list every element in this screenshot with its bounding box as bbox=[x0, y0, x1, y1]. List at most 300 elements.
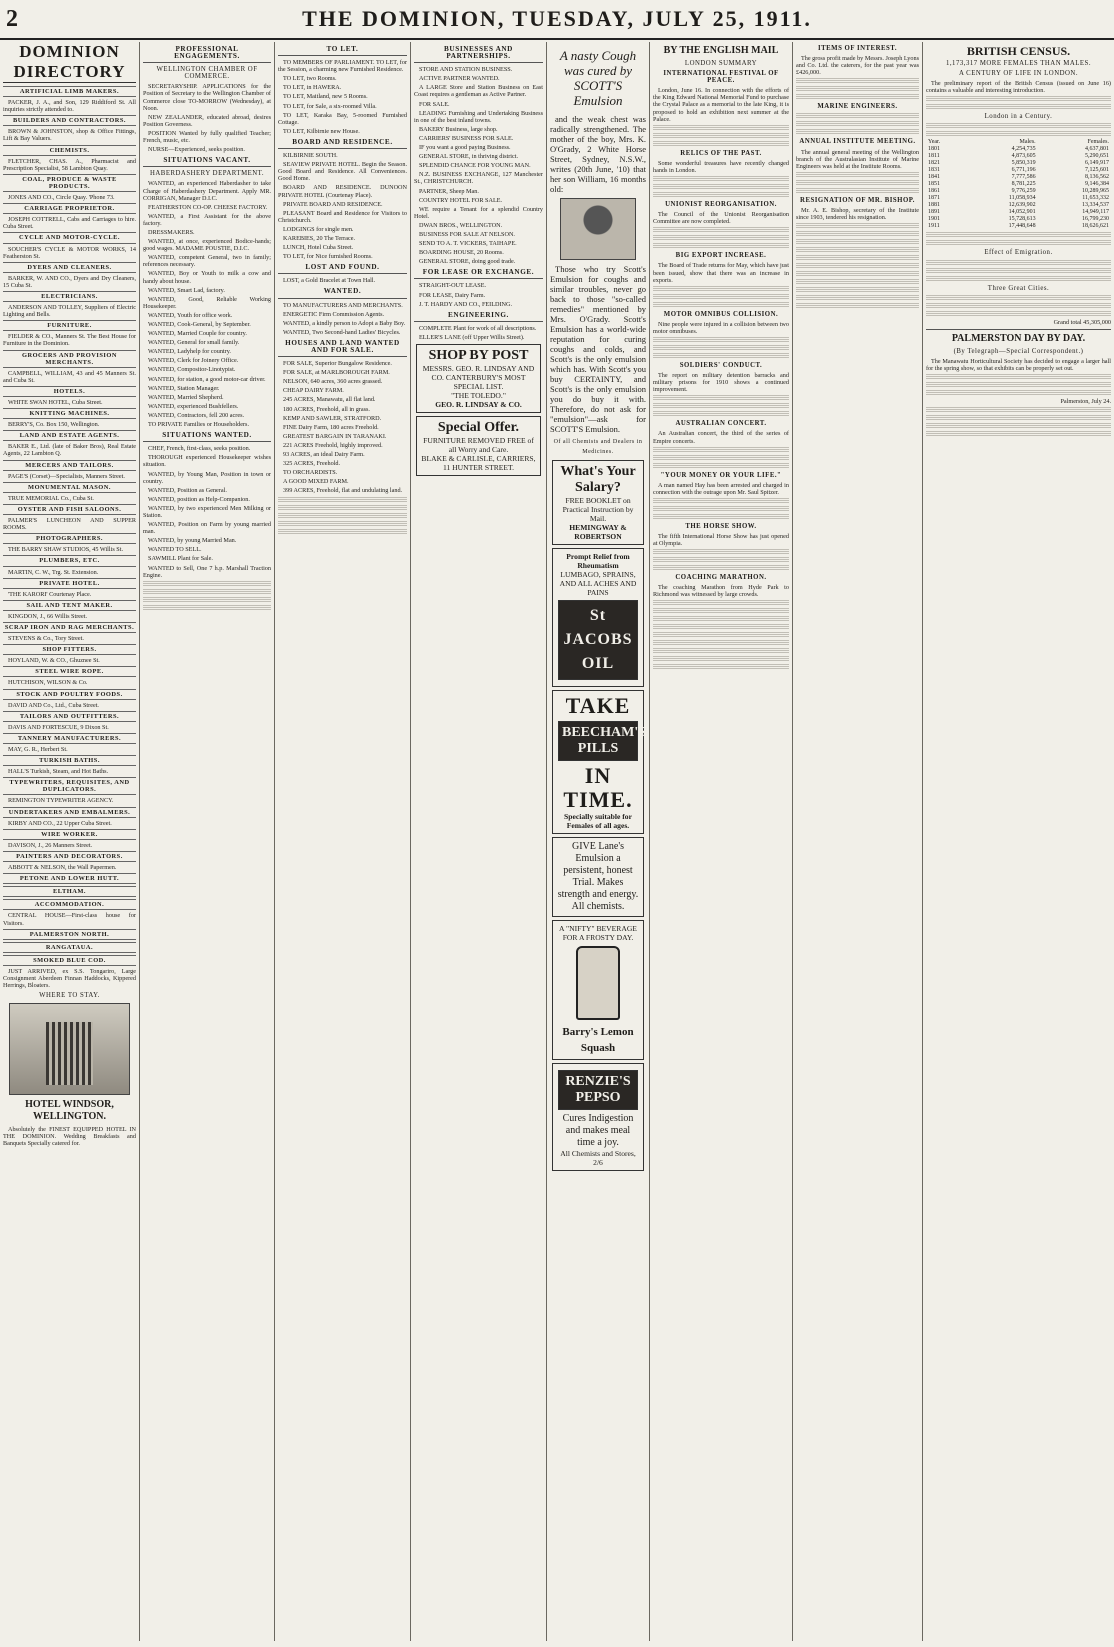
vacant-list bbox=[143, 180, 271, 428]
masthead bbox=[0, 0, 1114, 40]
newspaper-title: THE DOMINION, TUESDAY, JULY 25, 1911. bbox=[302, 6, 812, 31]
census-sub1: 1,173,317 MORE FEMALES THAN MALES. bbox=[945, 60, 1092, 67]
lanes-ad bbox=[552, 837, 644, 917]
article-text: The gross profit made by Messrs. Joseph Lyons and Co. Ltd. the caterers, for the past year was £426,000. bbox=[796, 55, 919, 77]
classified-entry: WANTED, position as Help-Companion. bbox=[148, 495, 250, 503]
classified-entry: TO LET, in HAWERA. bbox=[283, 84, 342, 92]
article-text: A man named Hay has been arrested and charged in connection with the outrage upon Mr. Saul Spitzer. bbox=[653, 481, 789, 496]
smoked-text: JUST ARRIVED, ex S.S. Tongariro, Large Consignment Aberdeen Finnan Haddocks, Kippered Herrings, Bloaters. bbox=[3, 967, 136, 990]
directory-category: PLUMBERS, ETC. bbox=[3, 555, 136, 566]
classified-entry: CHEAP DAIRY FARM. bbox=[283, 387, 344, 395]
scotts-chemists: Of all Chemists and Dealers in Medicines. bbox=[553, 439, 643, 455]
classified-entry: BOARD AND RESIDENCE. DUNOON PRIVATE HOTEL (Courtenay Place). bbox=[278, 184, 407, 199]
classified-entry: TO PRIVATE Families or Householders. bbox=[148, 421, 249, 429]
classified-entry: WANTED, Good, Reliable Working Housekeeper. bbox=[143, 295, 271, 310]
classified-entry: IF you want a good paying Business. bbox=[419, 144, 511, 152]
classified-entry: STORE AND STATION BUSINESS. bbox=[419, 66, 513, 74]
classified-entry: FOR SALE, Superior Bungalow Residence. bbox=[283, 360, 392, 368]
classified-entry: TO LET, Kilbirnie new House. bbox=[283, 127, 360, 135]
classified-entry: N.Z. BUSINESS EXCHANGE, 127 Manchester St., CHRISTCHURCH. bbox=[414, 171, 543, 186]
classified-entry: KAREBIES, 20 The Terrace. bbox=[283, 234, 356, 242]
wanted-list bbox=[143, 445, 271, 579]
directory-categories bbox=[3, 86, 136, 953]
census-cell-year: 1821 bbox=[928, 160, 940, 167]
classified-entry: SEAVIEW PRIVATE HOTEL. Begin the Season. Good Board and Residence. All Conveniences. Good Home. bbox=[278, 161, 407, 183]
directory-entry: BROWN & JOHNSTON, shop & Office Fittings, Lift & Bay Valuers. bbox=[3, 128, 136, 143]
directory-entry: ANDERSON AND TOLLEY, Suppliers of Electric Lighting and Bells. bbox=[3, 304, 136, 319]
classified-entry: FOR SALE, at MARLBOROUGH FARM. bbox=[283, 369, 390, 377]
grand-total-label: Grand total bbox=[1053, 318, 1082, 326]
census-row bbox=[926, 195, 1111, 202]
article-heading: THE HORSE SHOW. bbox=[685, 522, 757, 530]
classified-entry: WANTED, Boy or Youth to milk a cow and handy about house. bbox=[143, 270, 271, 285]
article-heading: SOLDIERS' CONDUCT. bbox=[679, 361, 763, 369]
jacobs-brand: St JACOBS OIL bbox=[558, 600, 638, 680]
directory-category: ARTIFICIAL LIMB MAKERS. bbox=[3, 86, 136, 97]
classified-entry: LUNCH, Hotel Cuba Street. bbox=[283, 244, 354, 252]
classified-entry: TO MANUFACTURERS AND MERCHANTS. bbox=[283, 301, 403, 309]
classified-entry: TO LET, two Rooms. bbox=[283, 75, 337, 83]
census-cell-females: 7,125,601 bbox=[1085, 167, 1109, 174]
classified-entry: WANTED, by two experienced Men Milking or Station. bbox=[143, 504, 271, 519]
classified-entry: TO MEMBERS OF PARLIAMENT. TO LET, for the Session, a charming new Furnished Residence. bbox=[278, 59, 407, 74]
directory-entry: DAVISON, J., 26 Manners Street. bbox=[8, 841, 93, 849]
classified-entry: A GOOD MIXED FARM. bbox=[283, 478, 349, 486]
classified-entry: SPLENDID CHANCE FOR YOUNG MAN. bbox=[419, 162, 531, 170]
directory-category: LAND AND ESTATE AGENTS. bbox=[3, 430, 136, 441]
classified-entry: BAKERY Business, large shop. bbox=[419, 125, 498, 133]
hotel-illustration bbox=[9, 1003, 130, 1095]
census-heading: BRITISH CENSUS. bbox=[966, 44, 1071, 58]
business-heading: BUSINESSES AND PARTNERSHIPS. bbox=[414, 44, 543, 63]
directory-category: CHEMISTS. bbox=[3, 145, 136, 156]
census-cell-year: 1911 bbox=[928, 223, 940, 230]
article-heading: ANNUAL INSTITUTE MEETING. bbox=[799, 138, 916, 146]
english-mail-column bbox=[650, 42, 793, 1641]
directory-category: KNITTING MACHINES. bbox=[3, 408, 136, 419]
directory-entry: STEVENS & Co., Tory Street. bbox=[8, 635, 84, 643]
directory-entry: JONES AND CO., Circle Quay. 'Phone 73. bbox=[8, 194, 115, 202]
census-row bbox=[926, 181, 1111, 188]
article-text: Some wonderful treasures have recently changed hands in London. bbox=[653, 159, 789, 174]
directory-category: PAINTERS AND DECORATORS. bbox=[3, 851, 136, 862]
census-table bbox=[926, 139, 1111, 230]
ads-column bbox=[547, 42, 650, 1641]
directory-category: ELECTRICIANS. bbox=[3, 291, 136, 302]
directory-category: PETONE AND LOWER HUTT. bbox=[3, 873, 136, 884]
directory-entry: MAY, G. R., Herbert St. bbox=[8, 746, 68, 753]
classified-entry: WANTED, a First Assistant for the above factory. bbox=[143, 212, 271, 227]
directory-category: BUILDERS AND CONTRACTORS. bbox=[3, 115, 136, 126]
article-heading: ITEMS OF INTEREST. bbox=[817, 45, 898, 52]
lease-heading: FOR LEASE OR EXCHANGE. bbox=[414, 267, 543, 279]
census-row bbox=[926, 216, 1111, 223]
grand-total bbox=[926, 319, 1111, 326]
classified-entry: WANTED, competent General, two in family; references necessary. bbox=[143, 254, 271, 269]
census-cell-males: 7,777,586 bbox=[1011, 174, 1036, 181]
items-column bbox=[793, 42, 923, 1641]
classified-entry: GREATEST BARGAIN IN TARANAKI. bbox=[283, 432, 387, 440]
items-sections bbox=[796, 45, 919, 245]
census-cell-males: 5,850,319 bbox=[1011, 160, 1036, 167]
wanted-ads-list bbox=[278, 302, 407, 336]
engineering-list bbox=[414, 325, 543, 341]
scotts-foot: Those who try Scott's Emulsion for coughs and similar troubles, never go back to those "so-called remedies" mentioned by Mrs. O'Grady. Scott's Emulsion has a world-wide reputation for curing coughs and colds, and Scott's is the only emulsion which has. With Scott's you buy CERTAINTY, and Scott's is the only emulsion you do buy it with. Therefore, do not ask for "emulsion"—ask for SCOTT'S Emulsion. bbox=[550, 264, 646, 434]
classified-entry: WANTED, at once, experienced Bodice-hands; good wages. MADAME POUSTIE, D.I.C. bbox=[143, 238, 271, 253]
article-text: The report on military detention barracks and military prisons for 1910 shows a continued improvement. bbox=[653, 372, 789, 394]
classified-entry: 180 ACRES, Freehold, all in grass. bbox=[283, 405, 370, 413]
emigration-title: Effect of Emigration. bbox=[984, 249, 1053, 257]
lost-found-list bbox=[278, 277, 407, 284]
article-heading: UNIONIST REORGANISATION. bbox=[665, 201, 777, 209]
jacobs-sub: LUMBAGO, SPRAINS, AND ALL ACHES AND PAINS bbox=[559, 570, 637, 597]
wanted-heading: WANTED. bbox=[278, 286, 407, 298]
census-cell-males: 4,873,605 bbox=[1011, 153, 1036, 160]
classified-entry: WANTED, Cook-General, by September. bbox=[148, 321, 251, 328]
directory-category: DYERS AND CLEANERS. bbox=[3, 262, 136, 273]
chamber-heading: WELLINGTON CHAMBER OF COMMERCE. bbox=[156, 66, 258, 81]
classified-entry: WANTED, Clerk for Joinery Office. bbox=[148, 357, 239, 365]
article-text: The Board of Trade returns for May, which have just been issued, show that there was an increase in exports. bbox=[653, 262, 789, 284]
lindsay-firm: GEO. R. LINDSAY & CO. bbox=[435, 400, 522, 409]
classified-entry: 325 ACRES, Freehold. bbox=[283, 460, 341, 468]
census-row bbox=[926, 223, 1111, 230]
classified-entry: BOARDING HOUSE, 20 Rooms. bbox=[419, 249, 504, 257]
directory-entry: HUTCHISON, WILSON & Co. bbox=[8, 679, 88, 687]
census-cell-males: 15,728,613 bbox=[1008, 216, 1036, 223]
census-intro: The preliminary report of the British Census (issued on June 16) contains a valuable and interesting introduction. bbox=[926, 80, 1111, 95]
classified-entry: ENERGETIC Firm Commission Agents. bbox=[283, 310, 385, 318]
census-row bbox=[926, 146, 1111, 153]
shop-heading: SHOP BY POST bbox=[428, 348, 529, 363]
directory-entry: FLETCHER, CHAS. A., Pharmacist and Prescription Specialist, 58 Lambton Quay. bbox=[3, 157, 136, 172]
census-cell-females: 8,136,562 bbox=[1085, 174, 1109, 181]
article-heading: BIG EXPORT INCREASE. bbox=[675, 252, 767, 260]
census-cell-females: 10,289,965 bbox=[1082, 188, 1109, 195]
directory-entry: WHITE SWAN HOTEL, Cuba Street. bbox=[8, 399, 103, 406]
directory-entry: BERRY'S, Co. Box 150, Wellington. bbox=[8, 421, 100, 429]
census-cell-year: 1851 bbox=[928, 181, 940, 188]
bottle-illustration bbox=[576, 946, 620, 1020]
census-sub2: A CENTURY OF LIFE IN LONDON. bbox=[958, 70, 1079, 78]
classified-entry: ACTIVE PARTNER WANTED. bbox=[419, 75, 500, 83]
directory-entry: FIELDER & CO., Manners St. The Best House for Furniture in the Dominion. bbox=[3, 333, 136, 348]
classified-entry: WANTED, an experienced Haberdasher to take Charge of Haberdashery Department. Apply MR. CORRIGAN, Manager D.I.C. bbox=[143, 180, 271, 202]
census-cell-males: 6,771,196 bbox=[1011, 167, 1036, 174]
classified-entry: NEW ZEALANDER, educated abroad, desires Position Governess. bbox=[143, 113, 271, 128]
beechams-brand: BEECHAM'S PILLS bbox=[558, 721, 638, 761]
classified-entry: KILBIRNIE SOUTH. bbox=[283, 152, 338, 160]
classified-entry: WANTED, by young Married Man. bbox=[148, 537, 237, 545]
beechams-time: IN TIME. bbox=[563, 763, 633, 812]
classified-entry: FOR LEASE, Dairy Farm. bbox=[419, 291, 486, 299]
classified-entry: NELSON, 640 acres, 360 acres grassed. bbox=[283, 378, 383, 386]
census-cell-year: 1891 bbox=[928, 209, 940, 216]
scotts-text: and the weak chest was radically strengthened. The mother of the boy, Mrs. K. O'Grady, 2 White Horse Street, Sydney, N.S.W., writes (20th June, '10) that her son William, 16 months old: bbox=[550, 114, 646, 194]
census-cell-year: 1881 bbox=[928, 202, 940, 209]
renzies-ad bbox=[552, 1063, 644, 1171]
professional-list bbox=[143, 83, 271, 153]
classified-entry: J. T. HARDY AND CO., FEILDING. bbox=[419, 300, 513, 308]
article-text: London, June 16. In connection with the efforts of the King Edward National Memorial Fund to purchase the Crystal Palace as a memorial to the late King, it is proposed to hold an exhibition next summer at the Palace. bbox=[653, 87, 789, 123]
classified-entry: SAWMILL Plant for Sale. bbox=[148, 555, 213, 563]
directory-category: STOCK AND POULTRY FOODS. bbox=[3, 689, 136, 700]
directory-entry: PAGE'S (Corset)—Specialists, Manners Street. bbox=[8, 472, 125, 480]
article-text: The annual general meeting of the Wellington branch of the Australasian Institute of Marine Engineers was held at the Institute Rooms. bbox=[796, 148, 919, 170]
census-column bbox=[923, 42, 1114, 1641]
engineering-heading: ENGINEERING. bbox=[414, 310, 543, 322]
directory-category: COAL, PRODUCE & WASTE PRODUCTS. bbox=[3, 174, 136, 192]
directory-category: STEEL WIRE ROPE. bbox=[3, 666, 136, 677]
business-list bbox=[414, 66, 543, 265]
census-cell-males: 11,058,934 bbox=[1008, 195, 1036, 202]
board-heading: BOARD AND RESIDENCE. bbox=[278, 137, 407, 149]
classified-entry: CARRIERS' BUSINESS FOR SALE. bbox=[419, 134, 514, 142]
directory-entry: CAMPBELL, WILLIAM, 43 and 45 Manners St. and Cuba St. bbox=[3, 369, 136, 384]
directory-entry: TRUE MEMORIAL Co., Cuba St. bbox=[8, 494, 94, 502]
census-cell-year: 1861 bbox=[928, 188, 940, 195]
census-row bbox=[926, 167, 1111, 174]
classified-entry: 399 ACRES, Freehold, flat and undulating land. bbox=[283, 487, 403, 495]
renzies-foot: All Chemists and Stores, 2/6 bbox=[560, 1149, 636, 1167]
jacobs-ad bbox=[552, 548, 644, 687]
classified-entry: GENERAL STORE, doing good trade. bbox=[419, 258, 516, 266]
renzies-brand: RENZIE'S PEPSO bbox=[558, 1070, 638, 1110]
article-text: Mr. A. E. Bishop, secretary of the Institute since 1903, tendered his resignation. bbox=[796, 206, 919, 222]
classified-entry: PLEASANT Board and Residence for Visitors to Christchurch. bbox=[278, 209, 407, 224]
census-col-females: Females. bbox=[1087, 139, 1109, 146]
directory-category: TURKISH BATHS. bbox=[3, 755, 136, 766]
classified-entry: 221 ACRES Freehold, highly improved. bbox=[283, 441, 383, 449]
directory-category: RANGATAUA. bbox=[3, 942, 136, 953]
directory-entry: SOUCHER'S CYCLE & MOTOR WORKS, 14 Featherston St. bbox=[3, 245, 136, 260]
situations-vacant-heading: SITUATIONS VACANT. bbox=[143, 155, 271, 167]
article-heading: MARINE ENGINEERS. bbox=[817, 103, 898, 111]
directory-entry: HALL'S Turkish, Steam, and Hot Baths. bbox=[8, 768, 109, 776]
directory-entry: DAVIS AND FORTESCUE, 9 Dixon St. bbox=[8, 723, 109, 731]
scotts-title: A nasty Cough was cured by SCOTT'S Emulsion bbox=[559, 48, 637, 108]
classified-entry: LEADING Furnishing and Undertaking Business in one of the best inland towns. bbox=[414, 109, 543, 124]
classified-entry: WANTED, experienced Bushfellers. bbox=[148, 402, 239, 410]
classified-entry: 93 ACRES, an ideal Dairy Farm. bbox=[283, 451, 365, 459]
situations-column bbox=[140, 42, 275, 1641]
classified-entry: WANTED, Position as General. bbox=[148, 486, 227, 494]
classified-entry: GENERAL STORE, in thriving district. bbox=[419, 153, 518, 161]
classified-entry: WANTED, Compositor-Linotypist. bbox=[148, 366, 236, 374]
classified-entry: FEATHERSTON CO-OP. CHEESE FACTORY. bbox=[148, 203, 268, 211]
directory-title: DOMINION DIRECTORY bbox=[3, 42, 136, 83]
classified-entry: WANTED, Two Second-hand Ladies' Bicycles. bbox=[283, 328, 401, 336]
hotel-name: HOTEL WINDSOR, WELLINGTON. bbox=[25, 1099, 114, 1123]
lemon-brand: Barry's Lemon Squash bbox=[562, 1026, 634, 1054]
hotel-heading: WHERE TO STAY. bbox=[39, 992, 100, 1000]
article-text: The fifth International Horse Show has just opened at Olympia. bbox=[653, 533, 789, 548]
classified-entry: WANTED, by Young Man, Position in town or country. bbox=[143, 470, 271, 485]
census-cell-year: 1871 bbox=[928, 195, 940, 202]
census-col-year: Year. bbox=[928, 139, 941, 146]
classified-entry: DRESSMAKERS. bbox=[148, 228, 195, 236]
article-text: Nine people were injured in a collision between two motor omnibuses. bbox=[653, 320, 789, 335]
lanes-text: GIVE Lane's Emulsion a persistent, honest Trial. Makes strength and energy. All chemists. bbox=[557, 841, 639, 912]
census-cell-females: 9,146,384 bbox=[1085, 181, 1109, 188]
classified-entry: NURSE—Experienced, seeks position. bbox=[148, 146, 245, 154]
classified-entry: KEMP AND SAWLER, STRATFORD. bbox=[283, 414, 382, 422]
classified-entry: WANTED, for station, a good motor-car driver. bbox=[148, 375, 266, 383]
classified-entry: WANTED, Youth for office work. bbox=[148, 311, 233, 319]
directory-column bbox=[0, 42, 140, 1641]
toledo-text: "THE TOLEDO." bbox=[451, 391, 506, 400]
article-heading: RESIGNATION OF MR. BISHOP. bbox=[800, 196, 915, 204]
directory-category: TANNERY MANUFACTURERS. bbox=[3, 733, 136, 744]
article-text: The Council of the Unionist Reorganisation Committee are now completed. bbox=[653, 211, 789, 226]
classified-entry: STRAIGHT-OUT LEASE. bbox=[419, 282, 487, 290]
london-summary: LONDON SUMMARY bbox=[684, 60, 758, 67]
classified-entry: CHEF, French, first-class, seeks position. bbox=[148, 445, 251, 453]
directory-entry: PALMER'S LUNCHEON AND SUPPER ROOMS. bbox=[3, 517, 136, 532]
special-offer-ad bbox=[416, 416, 541, 476]
classified-entry: WANTED TO SELL. bbox=[148, 546, 202, 554]
directory-category: SCRAP IRON AND RAG MERCHANTS. bbox=[3, 622, 136, 633]
directory-entry: ABBOTT & NELSON, the Wall Papermen. bbox=[8, 864, 117, 872]
situations-wanted-heading: SITUATIONS WANTED. bbox=[143, 430, 271, 442]
directory-category: TAILORS AND OUTFITTERS. bbox=[3, 711, 136, 722]
classified-entry: COUNTRY HOTEL FOR SALE. bbox=[419, 196, 503, 204]
fisherman-illustration bbox=[560, 198, 636, 260]
to-let-list bbox=[278, 59, 407, 135]
directory-category: PRIVATE HOTEL. bbox=[3, 578, 136, 589]
classified-entry: PRIVATE BOARD AND RESIDENCE. bbox=[283, 200, 383, 208]
classified-entry: WANTED to Sell, One 7 h.p. Marshall Traction Engine. bbox=[143, 564, 271, 579]
offer-heading: Special Offer. bbox=[437, 420, 520, 435]
classified-entry: COMPLETE Plant for work of all descriptions. bbox=[419, 324, 537, 332]
classified-entry: LODGINGS for single men. bbox=[283, 225, 354, 233]
classified-entry: TO LET, Karaka Bay, 5-roomed Furnished Cottage. bbox=[278, 111, 407, 126]
directory-entry: HOYLAND, W. & CO., Ghuznee St. bbox=[8, 657, 100, 665]
classified-entry: WANTED, Station Manager. bbox=[148, 384, 220, 392]
directory-entry: BAKER E., Ltd. (late of Baker Bros), Real Estate Agents, 22 Lambton Q. bbox=[3, 443, 136, 458]
census-cell-females: 6,149,917 bbox=[1085, 160, 1109, 167]
london-title: London in a Century. bbox=[984, 113, 1053, 121]
lemon-title: A "NIFTY" BEVERAGE FOR A FROSTY DAY. bbox=[559, 924, 637, 942]
classified-entry: FINE Dairy Farm, 180 acres Freehold. bbox=[283, 423, 379, 431]
census-cell-females: 14,949,117 bbox=[1082, 209, 1109, 216]
salary-title: What's Your Salary? bbox=[560, 464, 636, 495]
directory-entry: JOSEPH COTTRELL, Cabs and Carriages to hire. Cuba Street. bbox=[3, 216, 136, 231]
census-cell-males: 12,639,902 bbox=[1008, 202, 1036, 209]
directory-category: FURNITURE. bbox=[3, 320, 136, 331]
directory-entry: KIRBY AND CO., 22 Upper Cuba Street. bbox=[8, 819, 112, 827]
offer-firm: BLAKE & CARLISLE, CARRIERS, 11 HUNTER STREET. bbox=[421, 454, 536, 472]
lost-found-heading: LOST AND FOUND. bbox=[278, 262, 407, 274]
palmerston-text: The Manawatu Horticultural Society has decided to engage a larger hall for the spring show, so that exhibits can be properly set out. bbox=[926, 357, 1111, 372]
palmerston-sub: (By Telegraph—Special Correspondent.) bbox=[953, 347, 1084, 355]
census-row bbox=[926, 174, 1111, 181]
directory-category: MONUMENTAL MASON. bbox=[3, 482, 136, 493]
directory-entry: THE BARRY SHAW STUDIOS, 45 Willis St. bbox=[8, 546, 123, 554]
classified-entry: SECRETARYSHIP. APPLICATIONS for the Position of Secretary to the Wellington Chamber of Commerce close TO-MORROW (Wednesday), at Noon. bbox=[143, 83, 271, 112]
census-cell-year: 1831 bbox=[928, 167, 940, 174]
census-row bbox=[926, 160, 1111, 167]
census-row bbox=[926, 188, 1111, 195]
directory-category: PALMERSTON NORTH. bbox=[3, 929, 136, 940]
classified-entry: BUSINESS FOR SALE AT NELSON. bbox=[419, 230, 515, 238]
census-cell-males: 8,781,225 bbox=[1011, 181, 1036, 188]
census-cell-females: 5,290,651 bbox=[1085, 153, 1109, 160]
classified-entry: WANTED, Position on Farm by young married man. bbox=[143, 521, 271, 536]
classified-entry: WANTED, a kindly person to Adopt a Baby Boy. bbox=[283, 319, 406, 327]
palmerston-date: Palmerston, July 24. bbox=[1060, 398, 1111, 406]
directory-category: TYPEWRITERS, REQUISITES, AND DUPLICATORS. bbox=[3, 777, 136, 795]
classified-entry: A LARGE Store and Station Business on East Coast requires a gentleman as Active Partner. bbox=[414, 84, 543, 99]
board-list bbox=[278, 152, 407, 260]
directory-entry: REMINGTON TYPEWRITER AGENCY. bbox=[8, 797, 114, 805]
shop-by-post-ad bbox=[416, 344, 541, 413]
directory-category: WIRE WORKER. bbox=[3, 829, 136, 840]
census-cell-females: 11,653,332 bbox=[1082, 195, 1109, 202]
salary-ad bbox=[552, 460, 644, 545]
business-column bbox=[411, 42, 547, 1641]
classified-entry: PARTNER, Sheep Man. bbox=[419, 187, 479, 195]
census-cell-year: 1901 bbox=[928, 216, 940, 223]
classified-entry: ELLER'S LANE (off Upper Willis Street). bbox=[419, 333, 525, 341]
article-heading: RELICS OF THE PAST. bbox=[680, 149, 762, 157]
census-cell-females: 13,334,537 bbox=[1082, 202, 1109, 209]
directory-entry: CENTRAL HOUSE—First-class house for Visitors. bbox=[3, 912, 136, 927]
directory-entry: 'THE KARORI' Courtenay Place. bbox=[8, 590, 92, 598]
to-let-heading: TO LET. bbox=[278, 44, 407, 56]
hotel-text: Absolutely the FINEST EQUIPPED HOTEL IN THE DOMINION. Wedding Breakfasts and Banquets Specially catered for. bbox=[3, 1126, 136, 1148]
article-heading: MOTOR OMNIBUS COLLISION. bbox=[663, 310, 779, 318]
census-cell-females: 18,626,621 bbox=[1082, 223, 1109, 230]
classified-entry: LOST, a Gold Bracelet at Town Hall. bbox=[283, 277, 376, 285]
shop-text: MESSRS. GEO. R. LINDSAY AND CO. CANTERBURY'S MOST SPECIAL LIST. bbox=[422, 364, 535, 391]
classified-entry: THOROUGH experienced Housekeeper wishes situation. bbox=[143, 454, 271, 469]
houses-land-list bbox=[278, 360, 407, 494]
beechams-sub: Specially suitable for Females of all ages. bbox=[564, 812, 632, 830]
cities-title: Three Great Cities. bbox=[987, 284, 1050, 292]
directory-category: MERCERS AND TAILORS. bbox=[3, 460, 136, 471]
article-heading: AUSTRALIAN CONCERT. bbox=[675, 420, 767, 428]
article-heading: COACHING MARATHON. bbox=[675, 574, 767, 582]
directory-entry: MARTIN, C. W., Trg. St. Extension. bbox=[8, 568, 99, 576]
classified-entry: WANTED, Married Couple for country. bbox=[148, 330, 247, 338]
to-let-column bbox=[275, 42, 411, 1641]
classified-entry: WANTED, Smart Lad, factory. bbox=[148, 286, 225, 294]
salary-firm: HEMINGWAY & ROBERTSON bbox=[569, 523, 627, 541]
english-mail-heading: BY THE ENGLISH MAIL bbox=[663, 45, 779, 56]
classified-entry: DWAN BROS., WELLINGTON. bbox=[419, 221, 503, 229]
renzies-text: Cures Indigestion and makes meal time a joy. bbox=[562, 1113, 634, 1148]
census-row bbox=[926, 202, 1111, 209]
haberdashery-heading: HABERDASHERY DEPARTMENT. bbox=[149, 170, 265, 178]
classified-entry: TO LET, Maitland, new 5 Rooms. bbox=[283, 93, 368, 101]
directory-category: ACCOMMODATION. bbox=[3, 899, 136, 910]
census-col-males: Males. bbox=[1019, 139, 1036, 146]
census-cell-males: 9,776,259 bbox=[1011, 188, 1036, 195]
census-cell-females: 4,637,801 bbox=[1085, 146, 1109, 153]
lemon-squash-ad bbox=[552, 920, 644, 1060]
directory-entry: BARKER, W. AND CO., Dyers and Dry Cleaners, 15 Cuba St. bbox=[3, 274, 136, 289]
directory-category: ELTHAM. bbox=[3, 886, 136, 897]
directory-category: CARRIAGE PROPRIETOR. bbox=[3, 203, 136, 214]
classified-entry: TO ORCHARDISTS. bbox=[283, 469, 338, 477]
directory-entry: DAVID AND Co., Ltd., Cuba Street. bbox=[8, 701, 99, 709]
census-cell-females: 16,799,230 bbox=[1082, 216, 1109, 223]
directory-category: PHOTOGRAPHERS. bbox=[3, 533, 136, 544]
offer-text: FURNITURE REMOVED FREE of all Worry and Care. bbox=[423, 436, 534, 454]
lease-list bbox=[414, 282, 543, 307]
classified-entry: TO LET, for Sale, a six-roomed Villa. bbox=[283, 102, 377, 110]
